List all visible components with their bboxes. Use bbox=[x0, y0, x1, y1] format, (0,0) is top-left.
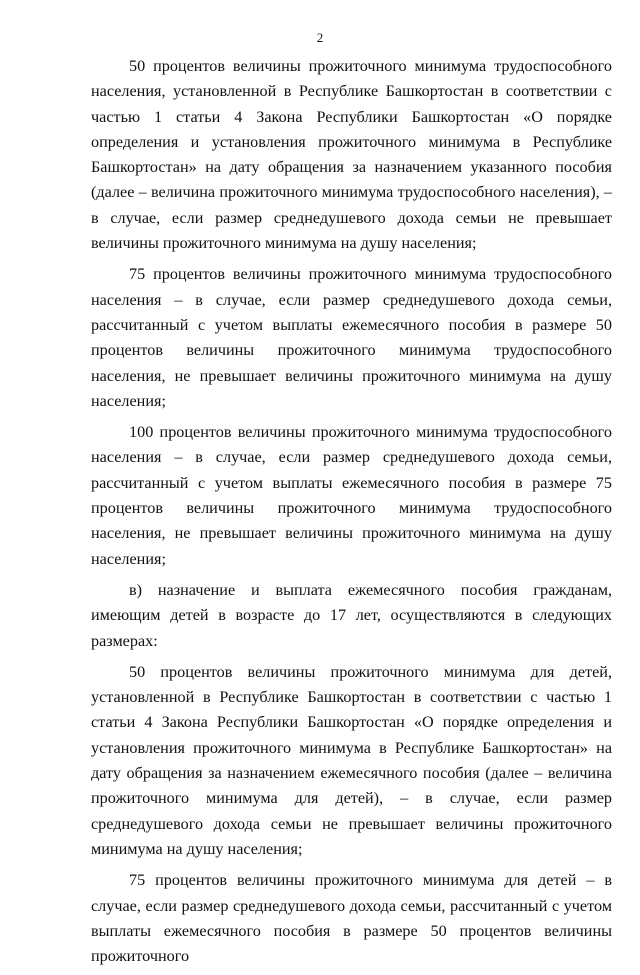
paragraph-working-age-50-percent: 50 процентов величины прожиточного минимума трудоспособного населения, установленной в Республике Башкортостан в соответствии с частью 1 статьи 4 Закона Республики Башкортостан «О порядке определения и установления прожиточного минимума в Республике Башкортостан» на дату обращения за назначением указанного пособия (далее – величина прожиточного минимума трудоспособного населения), – в случае, если размер среднедушевого дохода семьи не превышает величины прожиточного минимума на душу населения; bbox=[91, 57, 612, 253]
paragraph-working-age-75-percent: 75 процентов величины прожиточного минимума трудоспособного населения – в случае, если размер среднедушевого дохода семьи, рассчитанный с учетом выплаты ежемесячного пособия в размере 50 процентов величины прожиточного минимума трудоспособного населения, не превышает величины прожиточного минимума на душу населения; bbox=[91, 265, 612, 410]
paragraph-working-age-100-percent: 100 процентов величины прожиточного минимума трудоспособного населения – в случае, если размер среднедушевого дохода семьи, рассчитанный с учетом выплаты ежемесячного пособия в размере 75 процентов величины прожиточного минимума трудоспособного населения, не превышает величины прожиточного минимума на душу населения; bbox=[91, 423, 612, 568]
paragraph-item-v-children: в) назначение и выплата ежемесячного пособия гражданам, имеющим детей в возрасте до 17 лет, осуществляются в следующих размерах: bbox=[91, 580, 612, 650]
page-number: 2 bbox=[316, 30, 324, 45]
document-body bbox=[91, 54, 612, 975]
paragraph-children-50-percent: 50 процентов величины прожиточного минимума для детей, установленной в Республике Башкортостан в соответствии с частью 1 статьи 4 Закона Республики Башкортостан «О порядке определения и установления прожиточного минимума в Республике Башкортостан» на дату обращения за назначением ежемесячного пособия (далее – величина прожиточного минимума для детей), – в случае, если размер среднедушевого дохода семьи не превышает величины прожиточного минимума на душу населения; bbox=[91, 662, 612, 858]
paragraph-children-75-percent: 75 процентов величины прожиточного минимума для детей – в случае, если размер среднедушевого дохода семьи, рассчитанный с учетом выплаты ежемесячного пособия в размере 50 процентов величины прожиточного bbox=[91, 871, 612, 966]
